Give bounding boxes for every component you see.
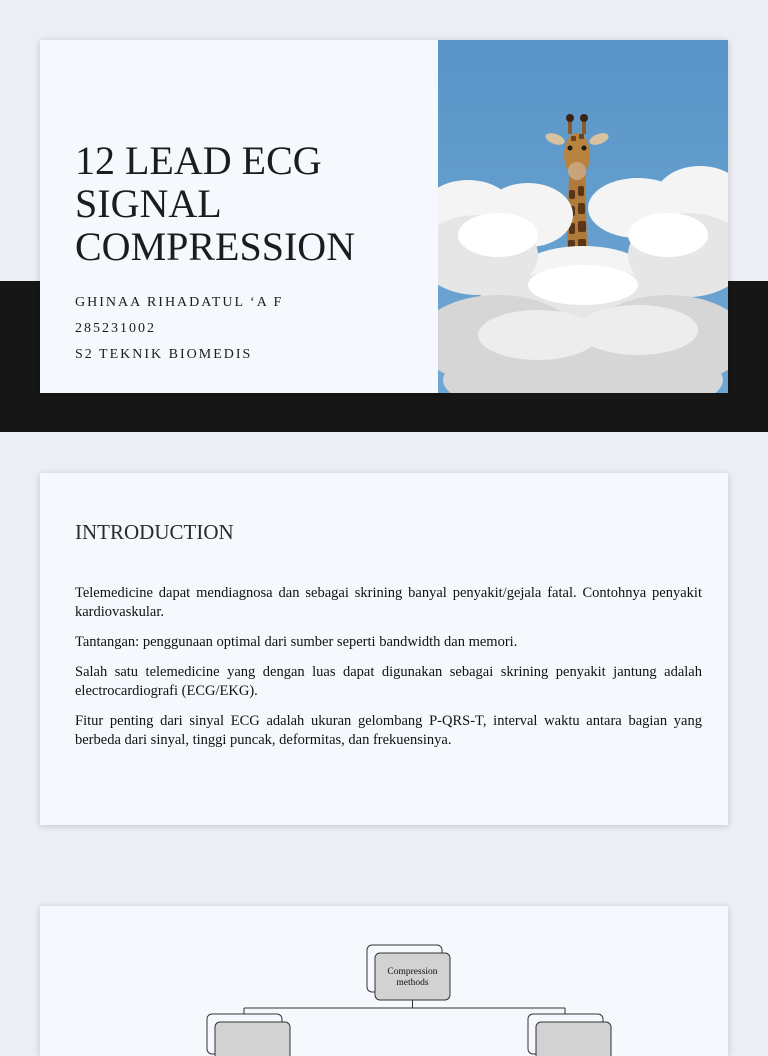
introduction-slide [40, 473, 728, 825]
intro-paragraph-4: Fitur penting dari sinyal ECG adalah ukuran gelombang P-QRS-T, interval waktu antara bagian yang berbeda dari sinyal, tinggi puncak, deformitas, dan frekuensinya. [75, 713, 702, 748]
intro-paragraph-2: Tantangan: penggunaan optimal dari sumber seperti bandwidth dan memori. [75, 634, 518, 650]
compression-methods-slide [40, 906, 728, 1056]
presentation-title [75, 139, 355, 268]
author-info [75, 293, 283, 371]
author-name: GHINAA RIHADATUL ‘A F [75, 295, 284, 310]
introduction-body [75, 584, 702, 761]
root-node-label-line-2: methods [396, 978, 429, 988]
title-line-3: COMPRESSION [75, 224, 356, 269]
title-line-1: 12 LEAD ECG [75, 138, 322, 183]
compression-methods-diagram [40, 906, 728, 1056]
root-node-label-line-1: Compression [387, 967, 438, 977]
left-child-node [215, 1022, 290, 1056]
introduction-heading: INTRODUCTION [75, 520, 234, 544]
title-slide [40, 40, 728, 393]
intro-paragraph-3: Salah satu telemedicine yang dengan luas dapat digunakan sebagai skrining penyakit jantung adalah electrocardiografi (ECG/EKG). [75, 664, 702, 699]
giraffe-clouds-illustration [438, 40, 728, 393]
student-id: 285231002 [75, 321, 156, 336]
title-line-2: SIGNAL [75, 181, 222, 226]
right-child-node [536, 1022, 611, 1056]
giraffe-clouds-image [438, 40, 728, 393]
intro-paragraph-1: Telemedicine dapat mendiagnosa dan sebagai skrining banyal penyakit/gejala fatal. Contohnya penyakit kardiovaskular. [75, 585, 702, 620]
study-program: S2 TEKNIK BIOMEDIS [75, 347, 253, 362]
